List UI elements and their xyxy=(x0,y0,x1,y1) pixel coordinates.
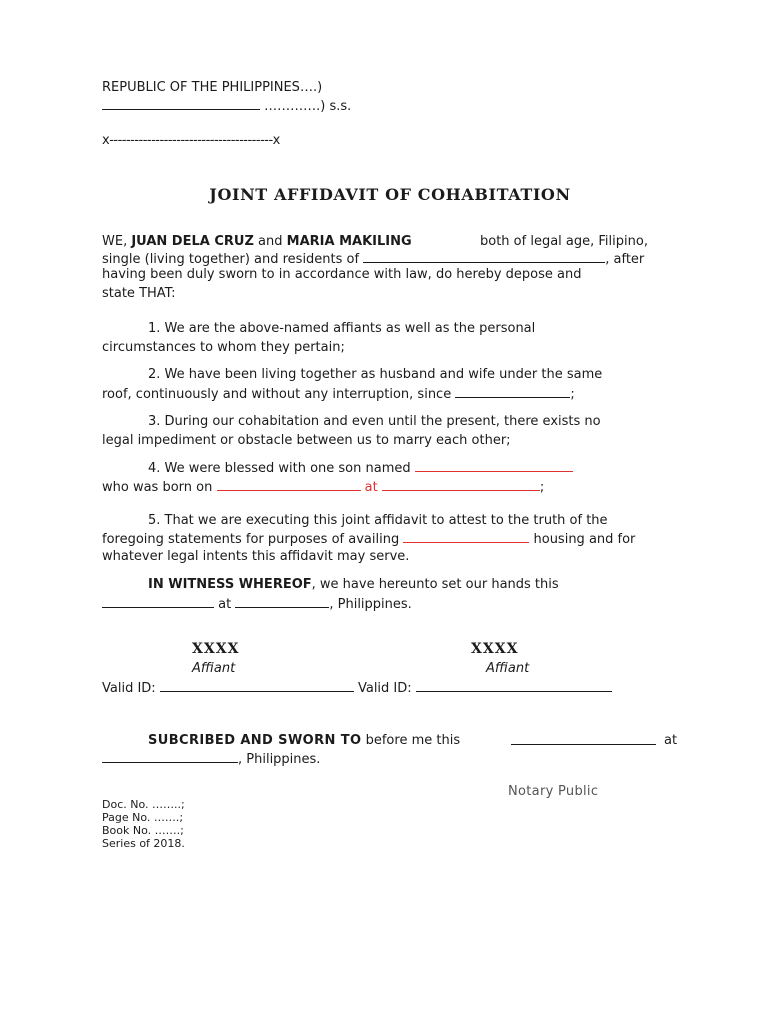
intro-we: WE, xyxy=(102,234,128,249)
witness-place-blank xyxy=(235,596,329,608)
item-5-line-b xyxy=(102,531,635,547)
witness-end: , Philippines. xyxy=(329,597,412,612)
valid-id-line xyxy=(102,680,612,696)
republic-text: REPUBLIC OF THE PHILIPPINES….) xyxy=(102,80,323,95)
document-title: JOINT AFFIDAVIT OF COHABITATION xyxy=(209,185,571,204)
item-5-availing: foregoing statements for purposes of availing xyxy=(102,532,400,547)
doc-no: Doc. No. ……..; xyxy=(102,798,185,811)
page-no: Page No. …….; xyxy=(102,811,184,824)
birth-date-blank xyxy=(217,479,361,491)
affiant-signature-right: XXXX xyxy=(471,641,519,657)
item-2-since: roof, continuously and without any interruption, since xyxy=(102,387,452,402)
jurat-line-a xyxy=(148,733,460,748)
since-date-blank xyxy=(455,386,570,398)
housing-blank xyxy=(403,531,529,543)
book-no: Book No. …….; xyxy=(102,824,184,837)
affiant-name-1: JUAN DELA CRUZ xyxy=(131,234,254,249)
jurat-end: , Philippines. xyxy=(238,752,321,767)
jurat-date-wrap xyxy=(511,733,656,749)
item-5-line-c: whatever legal intents this affidavit may serve. xyxy=(102,549,410,564)
witness-rest: , we have hereunto set our hands this xyxy=(311,577,559,592)
separator: x---------------------------------------x xyxy=(102,133,280,148)
item-1-line-a: 1. We are the above-named affiants as well as the personal xyxy=(148,321,536,336)
intro-line-3: having been duly sworn to in accordance with law, do hereby depose and xyxy=(102,267,582,282)
item-4-line-b xyxy=(102,479,544,495)
jurat-at: at xyxy=(664,733,678,748)
jurat-place-blank xyxy=(102,751,238,763)
son-name-blank xyxy=(415,460,573,472)
item-4-end: ; xyxy=(539,480,545,495)
valid-id-label-left: Valid ID: xyxy=(102,681,156,696)
intro-line-3-block xyxy=(102,266,678,303)
affiant-role-left: Affiant xyxy=(192,661,236,676)
residence-blank xyxy=(363,251,605,263)
jurat-bold: SUBCRIBED AND SWORN TO xyxy=(148,733,362,748)
item-1-line-b: circumstances to whom they pertain; xyxy=(102,339,345,355)
valid-id-label-right: Valid ID: xyxy=(357,681,412,696)
affiant-signature-left: XXXX xyxy=(192,641,240,657)
intro-after: , after xyxy=(605,252,645,267)
item-2 xyxy=(102,366,678,385)
jurat-line-b xyxy=(102,751,320,767)
item-5-housing: housing and for xyxy=(533,532,636,547)
item-3-line-b: legal impediment or obstacle between us to marry each other; xyxy=(102,432,511,448)
jurat-rest: before me this xyxy=(365,733,461,748)
item-4-line-a xyxy=(148,460,573,476)
birth-place-blank xyxy=(382,479,540,491)
notary-public-label: Notary Public xyxy=(508,784,599,799)
item-3-line-a: 3. During our cohabitation and even until the present, there exists no xyxy=(148,414,601,429)
jurat-date-blank xyxy=(511,733,656,745)
item-2-line-a: 2. We have been living together as husband and wife under the same xyxy=(148,367,603,382)
witness-line-a xyxy=(102,576,678,595)
item-4-at: at xyxy=(364,480,378,495)
intro-and: and xyxy=(258,234,283,249)
valid-id-blank-right xyxy=(416,680,612,692)
witness-line-b xyxy=(102,596,412,612)
intro-line-1 xyxy=(102,234,412,249)
intro-line-1-rest: both of legal age, Filipino, xyxy=(480,234,648,249)
affiant-role-right: Affiant xyxy=(486,661,530,676)
item-5 xyxy=(102,512,678,531)
city-blank xyxy=(102,98,260,110)
witness-date-blank xyxy=(102,596,214,608)
city-line xyxy=(102,98,351,114)
item-4-son: 4. We were blessed with one son named xyxy=(148,461,411,476)
valid-id-blank-left xyxy=(160,680,354,692)
intro-residents: single (living together) and residents of xyxy=(102,252,360,267)
witness-bold: IN WITNESS WHEREOF xyxy=(148,577,312,592)
series-year: Series of 2018. xyxy=(102,837,185,850)
item-2-end: ; xyxy=(570,387,575,402)
item-4-born: who was born on xyxy=(102,480,213,495)
item-1 xyxy=(102,320,678,357)
item-3 xyxy=(102,413,678,450)
city-suffix: ………….) s.s. xyxy=(264,99,352,114)
item-5-line-a: 5. That we are executing this joint affidavit to attest to the truth of the xyxy=(148,513,608,528)
intro-line-2 xyxy=(102,251,644,267)
witness-at: at xyxy=(218,597,232,612)
item-2-line-b xyxy=(102,386,575,402)
intro-line-4: state THAT: xyxy=(102,285,176,301)
affiant-name-2: MARIA MAKILING xyxy=(286,234,412,249)
republic-line xyxy=(102,80,322,95)
